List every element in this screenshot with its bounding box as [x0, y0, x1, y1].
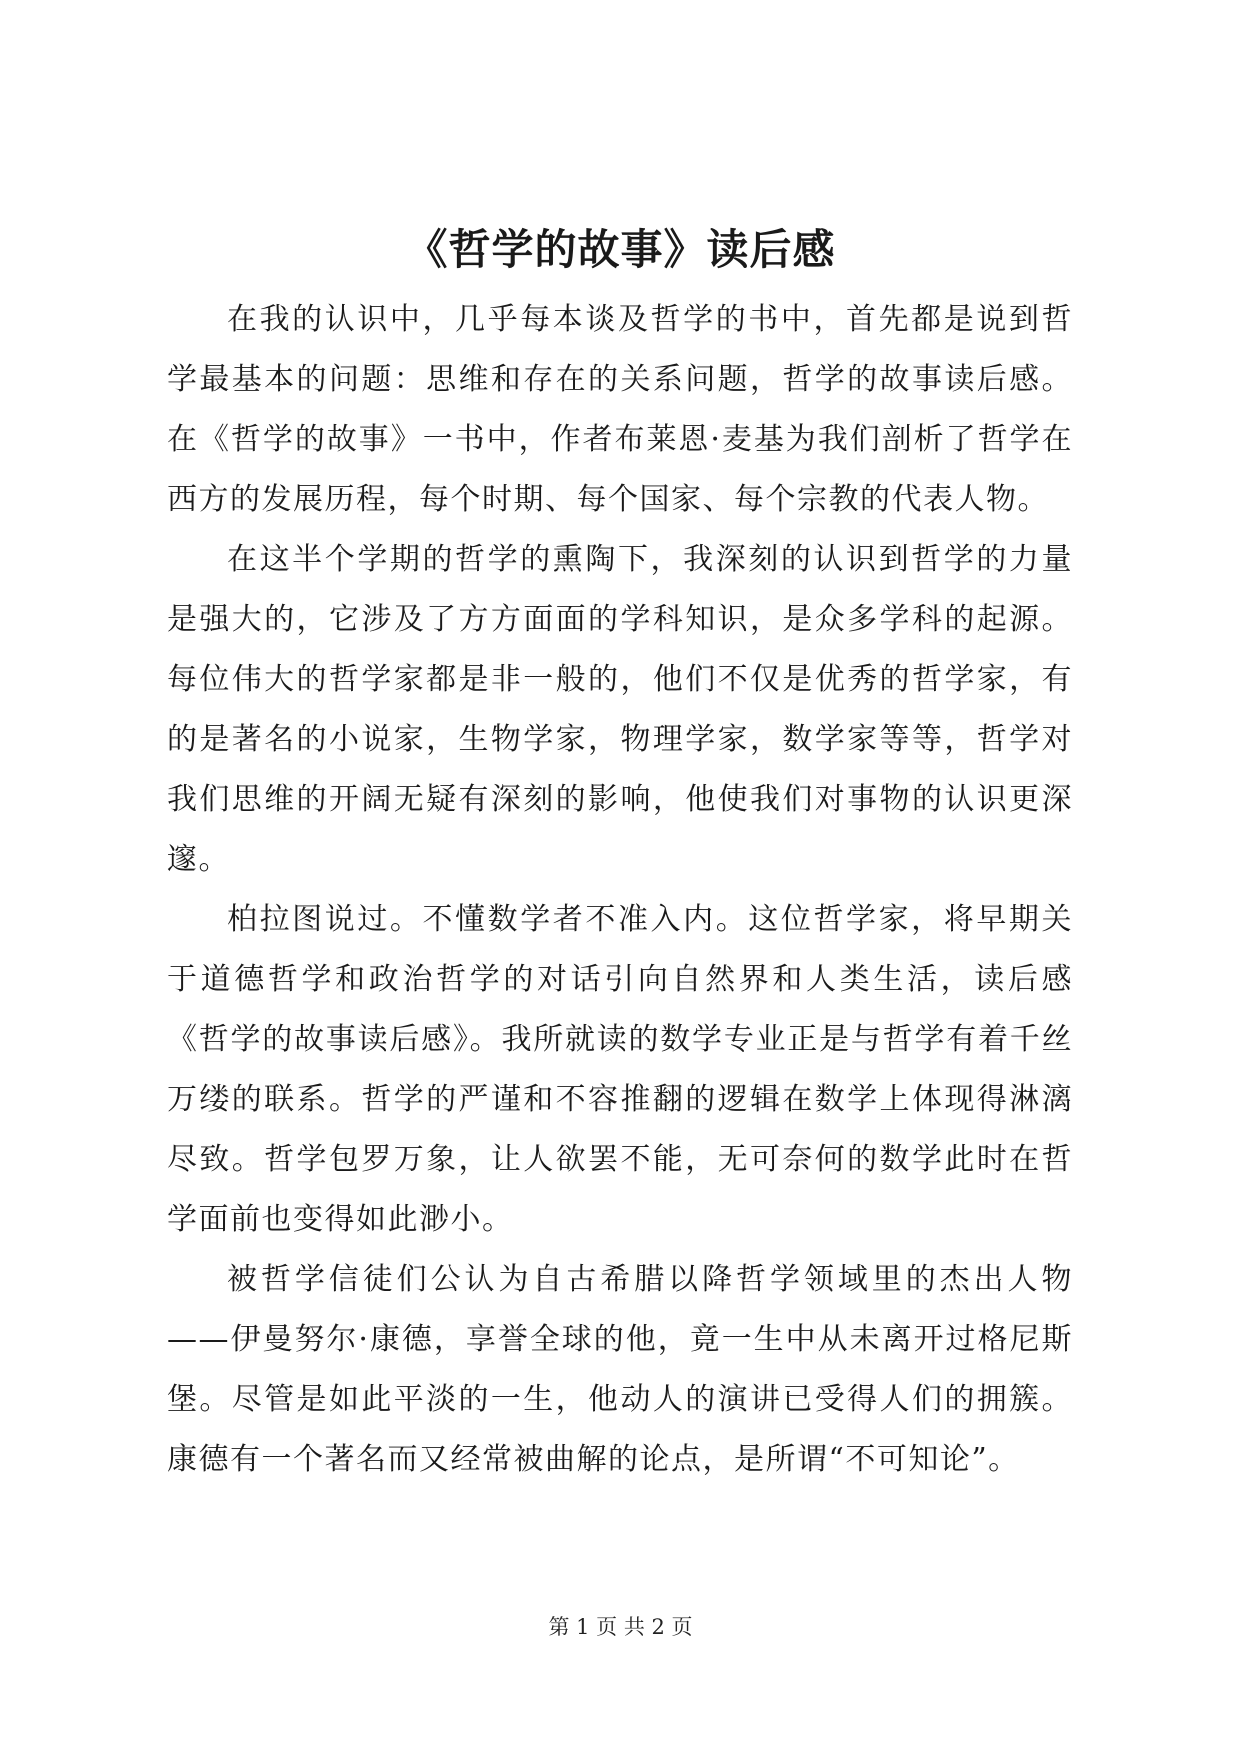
- paragraph-3: 柏拉图说过。不懂数学者不准入内。这位哲学家，将早期关于道德哲学和政治哲学的对话引向自然界和人类生活，读后感《哲学的故事读后感》。我所就读的数学专业正是与哲学有着千丝万缕的联系。哲学的严谨和不容推翻的逻辑在数学上体现得淋漓尽致。哲学包罗万象，让人欲罢不能，无可奈何的数学此时在哲学面前也变得如此渺小。: [167, 902, 1073, 1237]
- page-footer: [0, 1612, 1241, 1642]
- document-title: 《哲学的故事》读后感: [405, 225, 836, 274]
- paragraph-4: 被哲学信徒们公认为自古希腊以降哲学领域里的杰出人物——伊曼努尔·康德，享誉全球的他，竟一生中从未离开过格尼斯堡。尽管是如此平淡的一生，他动人的演讲已受得人们的拥簇。康德有一个著名而又经常被曲解的论点，是所谓“不可知论”。: [167, 1262, 1073, 1477]
- paragraph-1: 在我的认识中，几乎每本谈及哲学的书中，首先都是说到哲学最基本的问题：思维和存在的关系问题，哲学的故事读后感。在《哲学的故事》一书中，作者布莱恩·麦基为我们剖析了哲学在西方的发展历程，每个时期、每个国家、每个宗教的代表人物。: [167, 302, 1073, 517]
- document-body: [167, 290, 1073, 1490]
- paragraph-2: 在这半个学期的哲学的熏陶下，我深刻的认识到哲学的力量是强大的，它涉及了方方面面的学科知识，是众多学科的起源。每位伟大的哲学家都是非一般的，他们不仅是优秀的哲学家，有的是著名的小说家，生物学家，物理学家，数学家等等，哲学对我们思维的开阔无疑有深刻的影响，他使我们对事物的认识更深邃。: [167, 542, 1073, 877]
- page-number-label: 第 1 页 共 2 页: [548, 1615, 693, 1639]
